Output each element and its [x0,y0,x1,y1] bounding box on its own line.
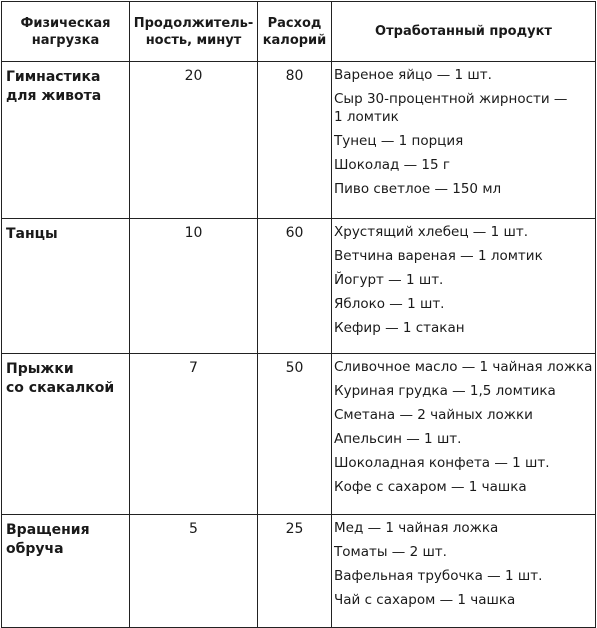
calories-cell: 25 [258,515,332,628]
duration-cell: 7 [130,354,258,515]
products-cell [332,62,596,219]
header-calories: Расход калорий [258,2,332,62]
header-duration: Продолжитель- ность, минут [130,2,258,62]
list-item: Ветчина вареная — 1 ломтик [334,248,543,264]
header-product: Отработанный продукт [332,2,596,62]
products-cell [332,354,596,515]
list-item: Тунец — 1 порция [334,133,464,149]
header-row [2,2,596,62]
exercise-calorie-table [1,1,596,628]
list-item: Йогурт — 1 шт. [334,272,444,288]
list-item: Яблоко — 1 шт. [334,296,445,312]
list-item: Шоколад — 15 г [334,157,450,173]
list-item: Шоколадная конфета — 1 шт. [334,455,550,471]
list-item: Вареное яйцо — 1 шт. [334,67,492,83]
list-item: Пиво светлое — 150 мл [334,181,502,197]
list-item: Томаты — 2 шт. [334,544,447,560]
list-item: Куриная грудка — 1,5 ломтика [334,383,556,399]
header-activity: Физическая нагрузка [2,2,130,62]
calories-cell: 50 [258,354,332,515]
calories-cell: 80 [258,62,332,219]
table-row [2,219,596,354]
list-item: Сливочное масло — 1 чайная ложка [334,359,593,375]
list-item: Мед — 1 чайная ложка [334,520,499,536]
products-cell [332,219,596,354]
table-row [2,515,596,628]
list-item: Хрустящий хлебец — 1 шт. [334,224,528,240]
duration-cell: 10 [130,219,258,354]
list-item: Кефир — 1 стакан [334,320,465,336]
activity-cell: Прыжки со скакалкой [2,354,130,515]
activity-cell: Вращения обруча [2,515,130,628]
list-item: Апельсин — 1 шт. [334,431,462,447]
activity-cell: Гимнастика для живота [2,62,130,219]
products-cell [332,515,596,628]
duration-cell: 20 [130,62,258,219]
list-item: Сметана — 2 чайных ложки [334,407,533,423]
activity-cell: Танцы [2,219,130,354]
list-item: Кофе с сахаром — 1 чашка [334,479,527,495]
calories-cell: 60 [258,219,332,354]
list-item: Чай с сахаром — 1 чашка [334,592,516,608]
duration-cell: 5 [130,515,258,628]
list-item: Вафельная трубочка — 1 шт. [334,568,543,584]
list-item: Сыр 30-процентной жирности — 1 ломтик [334,91,568,125]
table-row [2,62,596,219]
table-row [2,354,596,515]
